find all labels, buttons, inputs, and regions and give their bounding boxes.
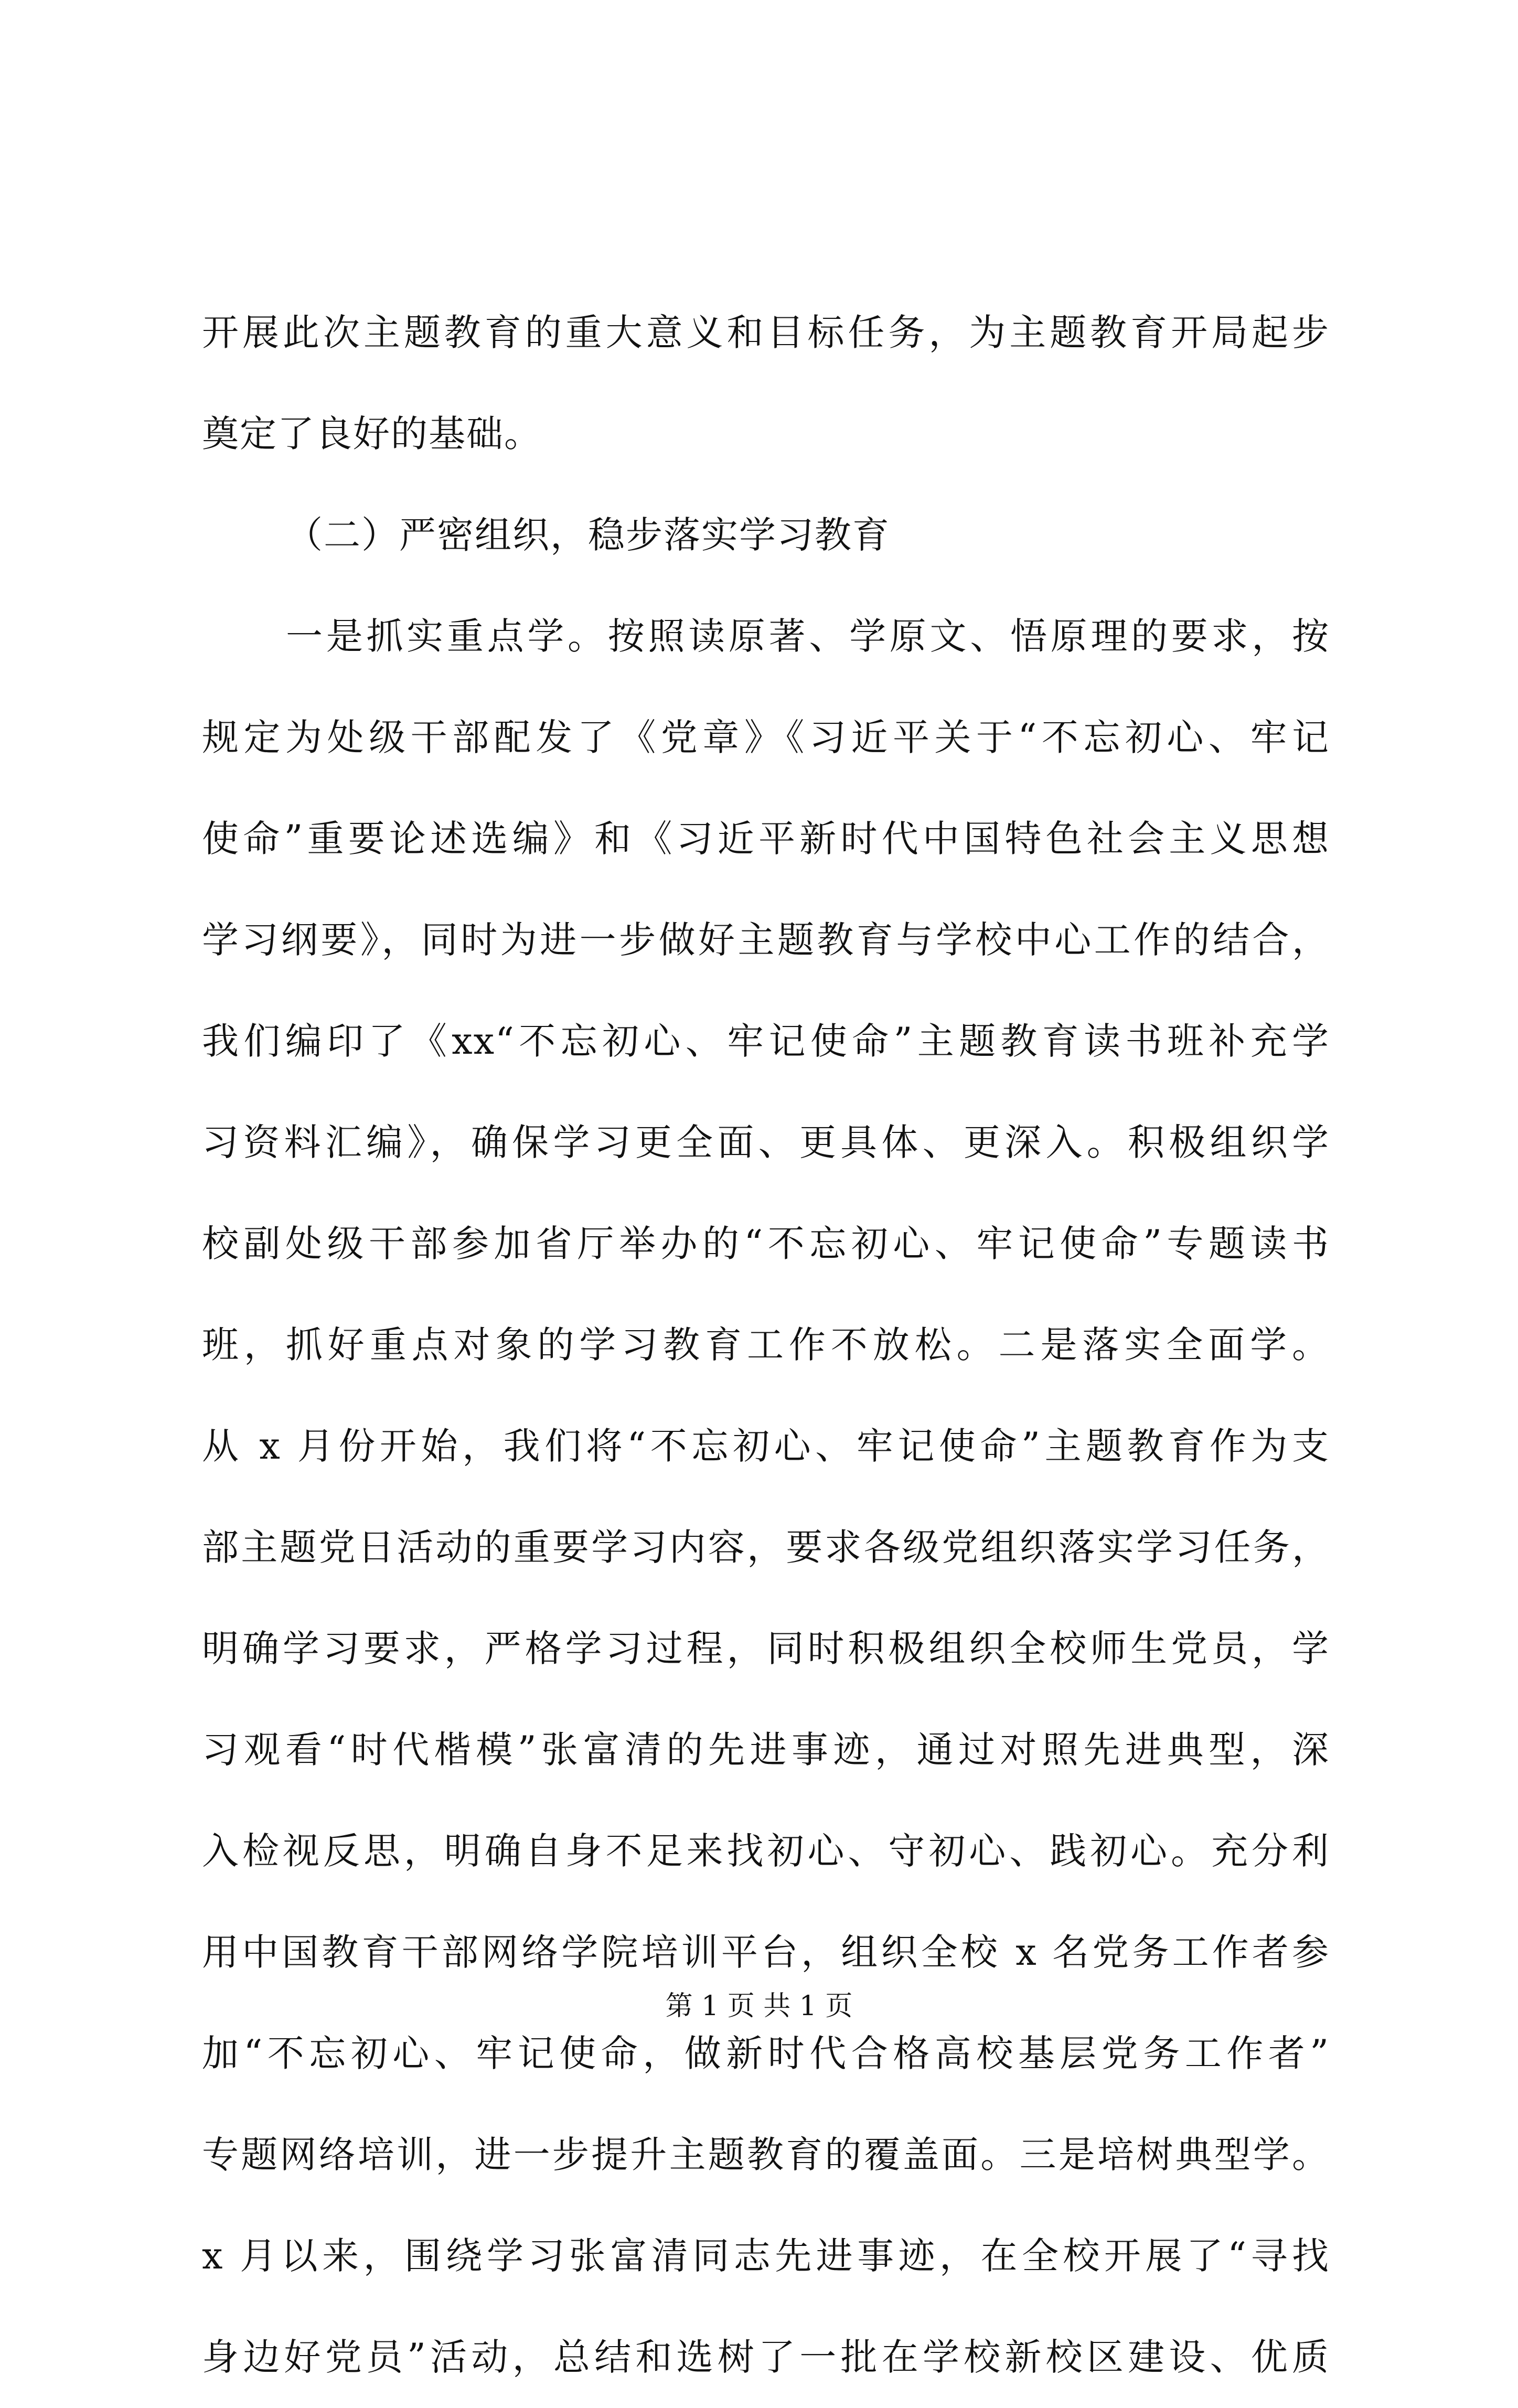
text-line: 习观看“时代楷模”张富清的先进事迹，通过对照先进典型，深 [202,1728,1330,1771]
text-line: 部主题党日活动的重要学习内容，要求各级党组织落实学习任务， [202,1526,1330,1569]
text-line: 开展此次主题教育的重大意义和目标任务，为主题教育开局起步 [202,311,1330,354]
text-line: 明确学习要求，严格学习过程，同时积极组织全校师生党员，学 [202,1627,1330,1670]
text-line: 学习纲要》，同时为进一步做好主题教育与学校中心工作的结合， [202,918,1330,961]
document-body [202,282,1330,2408]
text-line: 校副处级干部参加省厅举办的“不忘初心、牢记使命”专题读书 [202,1222,1330,1265]
text-line: 一是抓实重点学。按照读原著、学原文、悟原理的要求，按 [286,615,1330,658]
text-line: 班，抓好重点对象的学习教育工作不放松。二是落实全面学。 [202,1323,1330,1366]
text-line: 入检视反思，明确自身不足来找初心、守初心、践初心。充分利 [202,1829,1330,1872]
text-line: 使命”重要论述选编》和《习近平新时代中国特色社会主义思想 [202,817,1330,860]
text-line: x 月以来，围绕学习张富清同志先进事迹，在全校开展了“寻找 [202,2234,1330,2277]
text-line: 奠定了良好的基础。 [202,412,542,455]
text-line: 规定为处级干部配发了《党章》《习近平关于“不忘初心、牢记 [202,716,1330,759]
section-heading: （二）严密组织，稳步落实学习教育 [286,513,890,556]
text-line: 专题网络培训，进一步提升主题教育的覆盖面。三是培树典型学。 [202,2133,1330,2176]
page-number: 第 1 页 共 1 页 [665,1990,853,2022]
page-footer [0,1988,1518,2025]
text-line: 加“不忘初心、牢记使命，做新时代合格高校基层党务工作者” [202,2032,1330,2075]
text-line: 身边好党员”活动，总结和选树了一批在学校新校区建设、优质 [202,2336,1330,2379]
text-line: 用中国教育干部网络学院培训平台，组织全校 x 名党务工作者参 [202,1931,1330,1974]
text-line: 习资料汇编》，确保学习更全面、更具体、更深入。积极组织学 [202,1121,1330,1164]
text-line: 从 x 月份开始，我们将“不忘初心、牢记使命”主题教育作为支 [202,1425,1330,1468]
text-line: 我们编印了《xx“不忘初心、牢记使命”主题教育读书班补充学 [202,1020,1330,1063]
